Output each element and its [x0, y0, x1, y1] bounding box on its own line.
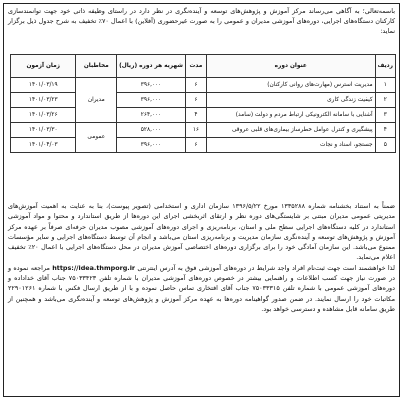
table-row: [11, 78, 396, 93]
course-fee: ۳۹۶,۰۰۰: [117, 93, 186, 108]
header-exam-time: زمان آزمون: [11, 55, 76, 78]
course-duration: ۶: [185, 78, 206, 93]
header-duration: مدت: [185, 55, 206, 78]
table-header-row: [11, 55, 396, 78]
table-row: [11, 93, 396, 108]
table-row: [11, 108, 396, 123]
exam-date: ۱۴۰۱/۰۳/۲۳: [11, 93, 76, 108]
course-fee: ۳۹۶,۰۰۰: [117, 138, 186, 153]
row-number: ۳: [375, 108, 395, 123]
course-fee: ۵۲۸,۰۰۰: [117, 123, 186, 138]
course-fee: ۲۶۴,۰۰۰: [117, 108, 186, 123]
directive-paragraph: ضمناً به استناد بخشنامه شماره ۱۳۳۵۲۸۸ مورخ ۱۳۹۶/۵/۲۲ سازمان اداری و استخدامی (تصویر پیوست)، بنا به عنایت به اهمیت آموزش‌های مدیریتی عمومی مدیران مبتنی بر شایستگی‌های دوره نظر و ارتقای اثربخشی اجرای این دوره‌ها از طریق استاندارد و محتوا و مواد آموزشی استاندارد در کلیه دستگاه‌های اجرایی سطح ملی و استان، برنامه‌ریزی و اجرای دوره‌های آموزشی مصوب مدیران حرفه‌ای صرفاً بر عهده مرکز آموزش و پژوهش‌های توسعه و آینده‌نگری سازمان مدیریت و برنامه‌ریزی استان می‌باشد و انجام آن توسط دستگاه‌های اجرایی و سایر مؤسسات ممنوع می‌باشد. این سازمان آمادگی خود را برای برگزاری دوره‌های اختصاصی آموزش مدیران در محل دستگاه‌های اجرایی با اعمال ۲۰٪ تخفیف اعلام می‌نماید.: [8, 202, 396, 262]
table-row: [11, 138, 396, 153]
header-course-title: عنوان دوره: [206, 55, 375, 78]
courses-table: [10, 54, 396, 153]
exam-date: ۱۴۰۱/۰۳/۲۶: [11, 108, 76, 123]
row-number: ۲: [375, 93, 395, 108]
exam-date: ۱۴۰۱/۰۳/۳۰: [11, 123, 76, 138]
header-row-number: ردیف: [375, 55, 395, 78]
course-duration: ۱۶: [185, 123, 206, 138]
course-title: جستجو، اسناد و نجات: [206, 138, 375, 153]
row-number: ۵: [375, 138, 395, 153]
course-duration: ۶: [185, 138, 206, 153]
registration-paragraph: [8, 263, 395, 314]
contact-text: مراجعه نموده و در صورت نیاز جهت کسب اطلاعات و راهنمایی بیشتر در خصوص دوره‌های آموزشی مدیران با شماره تلفن ۷۵۰۳۳۴۲۳ جناب آقای خداداده و دوره‌های آموزشی عمومی با شماره تلفن ۷۵۰۳۳۳۱۵ جناب آقای افتخاری تماس حاصل نموده و با از طریق ارسال فکس با شماره ۲۲۹۰۱۲۶۱ مکاتبات خود را ارسال نمایند. در ضمن صدور گواهینامه دوره‌ها به عهده مرکز آموزش و پژوهش‌های توسعه و آینده‌نگری می‌باشد و همچنین از طریق سامانه قابل مشاهده و دسترسی خواهد بود.: [8, 263, 395, 313]
course-title: مدیریت استرس (مهارت‌های روانی کارکنان): [206, 78, 375, 93]
audience-general: عمومی: [76, 123, 117, 153]
row-number: ۱: [375, 78, 395, 93]
header-fee: شهریه هر دوره (ریال): [117, 55, 186, 78]
course-fee: ۳۹۶,۰۰۰: [117, 78, 186, 93]
body-text: [8, 201, 395, 314]
course-duration: ۶: [185, 93, 206, 108]
intro-paragraph: باسمه‌تعالی؛ به آگاهی می‌رساند مرکز آموزش و پژوهش‌های توسعه و آینده‌نگری در نظر دارد در راستای وظیفه ذاتی خود جهت توانمندسازی کارکنان دستگاه‌های اجرایی، دوره‌های آموزشی مدیران و عمومی را به صورت غیرحضوری (آفلاین) با اعمال ۷۰٪ تخفیف به شرح جدول ذیل برگزار نماید:: [8, 7, 395, 35]
registration-text: لذا خواهشمند است جهت ثبت‌نام افراد واجد شرایط در دوره‌های آموزشی فوق به آدرس اینترنتی: [137, 263, 395, 272]
exam-date: ۱۴۰۱/۰۴/۰۳: [11, 138, 76, 153]
course-duration: ۴: [185, 108, 206, 123]
course-title: آشنایی با سامانه الکترونیکی ارتباط مردم و دولت (سامد): [206, 108, 375, 123]
exam-date: ۱۴۰۱/۰۳/۱۹: [11, 78, 76, 93]
row-number: ۴: [375, 123, 395, 138]
table-row: [11, 123, 396, 138]
header-audience: مخاطبان: [76, 55, 117, 78]
audience-managers: مدیران: [76, 78, 117, 123]
course-title: پیشگیری و کنترل عوامل خطرساز بیماری‌های قلبی عروقی: [206, 123, 375, 138]
course-title: کیفیت زندگی کاری: [206, 93, 375, 108]
registration-link[interactable]: https://idea.thmporg.ir: [52, 263, 136, 272]
document-page: [3, 3, 400, 397]
